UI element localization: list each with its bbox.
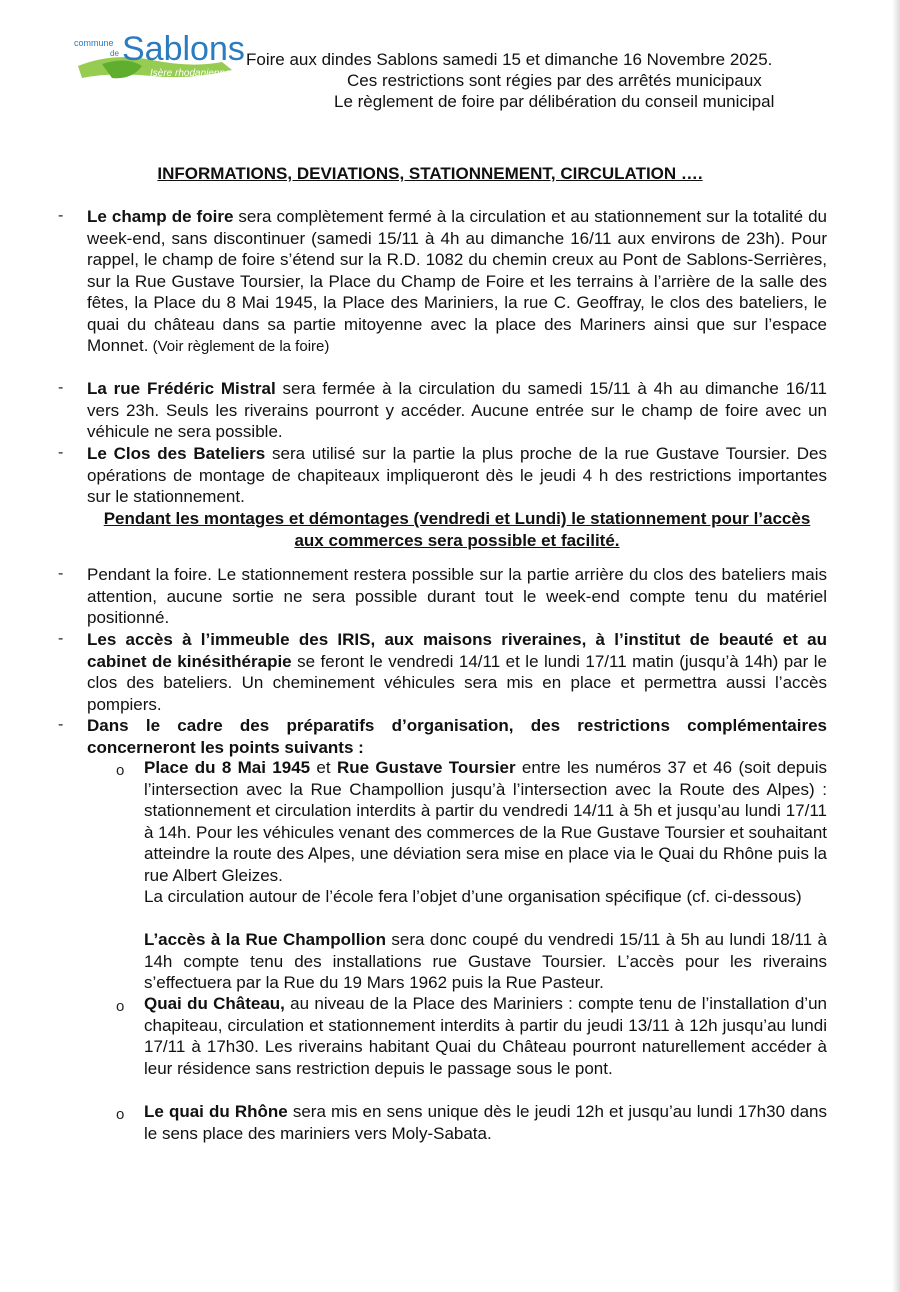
- bullet-dash: -: [58, 565, 64, 582]
- bullet-dash: -: [58, 207, 64, 224]
- sub-text: au niveau de la Place des Mariniers : compte tenu de l’installation d’un chapiteau, circulation et stationnement interdits à partir du jeudi 13/11 à 12h jusqu’au lundi 17/11 à 17h30. Les riverains habitant Quai du Château pourront naturellement accéder à leur résidence sans restriction depuis le passage sous le pont.: [144, 994, 827, 1078]
- bullet-text: se feront le vendredi 14/11 et le lundi 17/11 matin (jusqu’à 14h) par le clos des bateliers. Un cheminement véhicules sera mis en place et permettra aussi l’accès pompiers.: [87, 651, 827, 714]
- sub-bold: L’accès à la Rue Champollion: [144, 930, 386, 949]
- bullet-text: Pendant la foire. Le stationnement restera possible sur la partie arrière du clos des bateliers mais attention, aucune sortie ne sera possible durant tout le week-end compte tenu du matériel positionné.: [87, 565, 827, 627]
- bullet-small-text: (Voir règlement de la foire): [148, 338, 330, 355]
- bullet-bold: Dans le cadre des préparatifs d’organisation, des restrictions complémentaires concerneront les points suivants :: [87, 716, 827, 757]
- bullet-bold: Les accès à l’immeuble des IRIS, aux maisons riveraines, à l’institut de beauté et au cabinet de kinésithérapie: [87, 630, 827, 671]
- logo-commune: commune: [74, 38, 114, 48]
- bullet-rue-mistral: [87, 378, 827, 443]
- sub-text: entre les numéros 37 et 46 (soit depuis l’intersection avec la Rue Champollion jusqu’à l’intersection avec la Route des Alpes) : stationnement et circulation interdits à partir du vendredi 14/11 à 5h et jusqu’au lundi 17/11 à 14h. Pour les véhicules venant des commerces de la Rue Gustave Toursier et souhaitant atteindre la route des Alpes, une déviation sera mise en place via le Quai du Rhône puis la rue Albert Gleizes.: [144, 758, 827, 885]
- header-line-1: Foire aux dindes Sablons samedi 15 et dimanche 16 Novembre 2025.: [246, 50, 773, 69]
- sub-text: et: [310, 758, 337, 777]
- logo-tagline: Isère rhodanienne: [150, 68, 231, 79]
- bullet-dash: -: [58, 444, 64, 461]
- logo-name: Sablons: [122, 30, 245, 68]
- sub-marker: o: [116, 762, 125, 779]
- header-line-3: Le règlement de foire par délibération du conseil municipal: [334, 92, 775, 111]
- bullet-bold: Le champ de foire: [87, 207, 234, 226]
- page-edge-shadow: [892, 0, 900, 1292]
- sub-bold: Place du 8 Mai 1945: [144, 758, 311, 777]
- sablons-logo: [72, 18, 252, 90]
- bullet-bold: La rue Frédéric Mistral: [87, 379, 276, 398]
- bullet-champ-de-foire: [87, 206, 827, 358]
- logo-de: de: [110, 49, 119, 58]
- sub-quai-chateau: [144, 993, 827, 1079]
- bullet-dash: -: [58, 379, 64, 396]
- bullet-dash: -: [58, 716, 64, 733]
- sub-champollion: [144, 929, 827, 994]
- sub-text: sera mis en sens unique dès le jeudi 12h et jusqu’au lundi 17h30 dans le sens place des mariniers vers Moly-Sabata.: [144, 1102, 828, 1143]
- bullet-bold: Le Clos des Bateliers: [87, 444, 266, 463]
- bullet-text: sera fermée à la circulation du samedi 15/11 à 4h au dimanche 16/11 vers 23h. Seuls les riverains pourront y accéder. Aucune entrée sur le champ de foire avec un véhicule ne sera possible.: [87, 379, 828, 441]
- bullet-dash: -: [58, 630, 64, 647]
- bullet-clos-bateliers: [87, 443, 827, 508]
- sub-text: sera donc coupé du vendredi 15/11 à 5h au lundi 18/11 à 14h compte tenu des installations rue Gustave Toursier. L’accès pour les riverains s’effectuera par la Rue du 19 Mars 1962 puis la Rue Pasteur.: [144, 930, 827, 992]
- bullet-text: sera utilisé sur la partie la plus proche de la rue Gustave Toursier. Des opérations de montage de chapiteaux impliqueront dès le jeudi 4 h des restrictions importantes sur le stationnement.: [87, 444, 827, 506]
- page-title: INFORMATIONS, DEVIATIONS, STATIONNEMENT, CIRCULATION ….: [157, 164, 703, 183]
- sub-bold: Le quai du Rhône: [144, 1102, 288, 1121]
- sub-marker: o: [116, 998, 125, 1015]
- sub-text: La circulation autour de l’école fera l’objet d’une organisation spécifique (cf. ci-dessous): [144, 887, 802, 906]
- bullet-acces-iris: [87, 629, 827, 715]
- notice-montages: Pendant les montages et démontages (vendredi et Lundi) le stationnement pour l’accès aux commerces sera possible et facilité.: [103, 509, 811, 550]
- sub-bold: Rue Gustave Toursier: [336, 758, 516, 777]
- header-line-2: Ces restrictions sont régies par des arrêtés municipaux: [347, 71, 762, 90]
- bullet-text: sera complètement fermé à la circulation et au stationnement sur la totalité du week-end, sans discontinuer (samedi 15/11 à 4h au dimanche 16/11 aux environs de 23h). Pour rappel, le champ de foire s’étend sur la R.D. 1082 du chemin creux au Pont de Sablons-Serrières, sur la Rue Gustave Toursier, la Place du Champ de Foire et les terrains à l’arrière de la salle des fêtes, la Place du 8 Mai 1945, la Place des Mariniers, la rue C. Geoffray, le clos des bateliers, le quai du château dans sa partie mitoyenne avec la place des Mariners ainsi que sur l’espace Monnet.: [87, 207, 828, 355]
- sub-quai-rhone: [144, 1101, 827, 1144]
- sub-marker: o: [116, 1106, 125, 1123]
- sub-place-8-mai: [144, 757, 827, 886]
- sub-ecole: [144, 886, 827, 908]
- bullet-preparatifs: [87, 715, 827, 758]
- sub-bold: Quai du Château,: [144, 994, 285, 1013]
- bullet-pendant-foire: [87, 564, 827, 629]
